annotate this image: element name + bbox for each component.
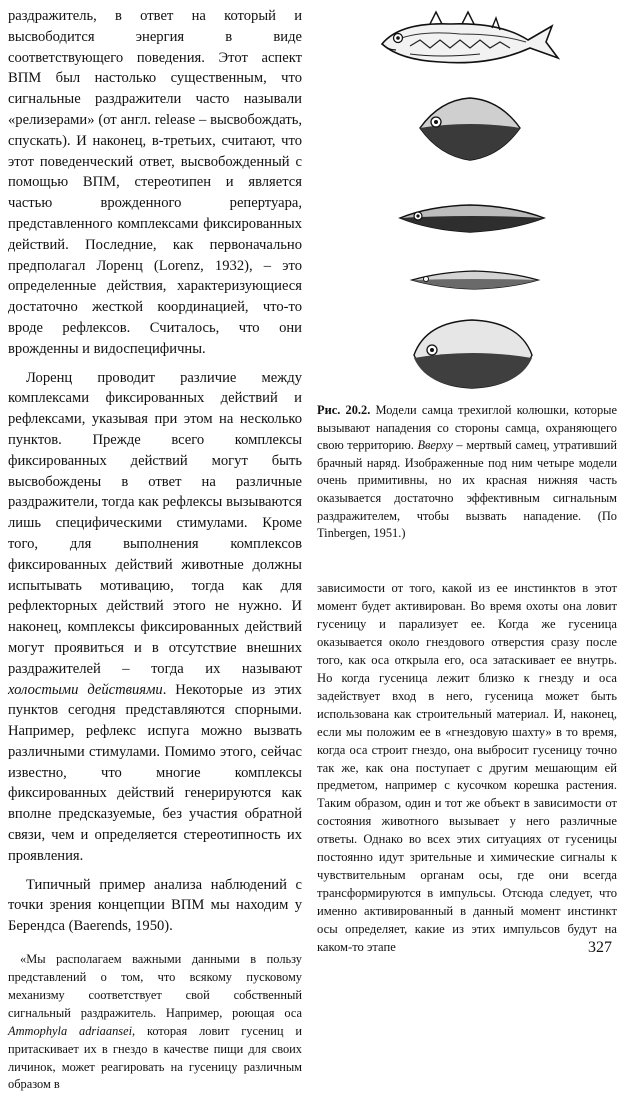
species-name: Ammophyla adriaansei, <box>8 1023 136 1038</box>
model-2-elongated <box>400 205 544 232</box>
dead-stickleback-fish-illustration <box>382 12 558 63</box>
model-1-diamond <box>420 98 520 160</box>
right-column <box>317 580 617 957</box>
model-3-thin <box>412 271 538 289</box>
figure-stickleback-models <box>370 0 570 395</box>
left-column <box>8 6 302 1094</box>
paragraph-1: раздражитель, в ответ на который и высвободится энергия в виде соответствующего поведения. Этот аспект ВПМ был настолько существенным, что сигнальные раздражители часто называли «релизерами» (от англ. release – высвобождать, спускать). И наконец, в-третьих, считают, что этот поведенческий ответ, высвобожденный с помощью ВПМ, стереотипен и является частью врожденного репертуара, представленного комплексами фиксированных действий. Последние, как первоначально предполагал Лоренц (Lorenz, 1932), – это определенные действия, характеризующиеся достаточно жесткой координацией, что-то вроде рефлексов. Считалось, что они врожденны и видоспецифичны. <box>8 8 302 357</box>
right-column-paragraph: зависимости от того, какой из ее инстинктов в этот момент будет активирован. Во время охоты она ловит гусеницу и парализует ее. Когда же гусеница оказывается около гнездового отверстия сразу после того, как оса открыла его, оса затаскивает ее внутрь. Но когда гусеница лежит близко к гнезду и оса задействует вход в него, гусеница может быть использована как строительный материал. И, наконец, если мы положим ее в «гнездовую шахту» в то время, когда оса строит гнездо, она выбросит гусеницу точно так же, как она поступает с другим мешающим ей предметом, например с кусочком корешка растения. Таким образом, один и тот же объект в зависимости от состояния животного вызывает у него различные ответы. Однако во всех этих ситуациях от гусеницы постоянно идут зрительные и химические сигналы к чувствительным органам осы, где они всегда трансформируются в импульсы. Отсюда следует, что именно активированный в данный момент инстинкт осы определяет, какие из этих импульсов будут на каком-то этапе <box>317 581 617 955</box>
model-4-oval <box>414 320 532 388</box>
page-number: 327 <box>588 939 612 956</box>
figure-caption: Рис. 20.2. Модели самца трехиглой колюшки, которые вызывают нападения со стороны самца, охраняющего свою территорию. Вверху – мертвый самец, утративший брачный наряд. Изображенные под ним четыре модели очень примитивны, но их красная нижняя часть оказывается достаточно эффективным сигнальным раздражителем, чтобы вызвать нападение. (По Tinbergen, 1951.) <box>317 403 618 541</box>
paragraph-3: Типичный пример анализа наблюдений с точки зрения концепции ВПМ мы находим у Берендса (Baerends, 1950). <box>8 876 302 935</box>
paragraph-2: Лоренц проводит различие между комплексами фиксированных действий и рефлексами, указывая при этом на несколько пунктов. Прежде всего комплексы фиксированных действий могут быть высвобождены в ответ на различные раздражители, тогда как рефлексы вызываются лишь специфическими стимулами. Кроме того, для выполнения комплексов фиксированных действий животные должны испытывать мотивацию, тогда как для рефлекторных действий этого не нужно. И наконец, комплексы фиксированных действий могут проявиться и в отсутствие внешних раздражителей – тогда их называют холостыми действиями. Некоторые из этих пунктов сегодня представляются спорными. Например, рефлекс испуга можно вызвать различными стимулами. Помимо этого, сейчас известно, что многие комплексы фиксированных действий генерируются как вполне предсказуемые, без участия обратной связи, чем и определяется стереотипность их проявления. <box>8 369 302 864</box>
quote-paragraph: «Мы располагаем важными данными в пользу представлений о том, что всякому пусковому механизму соответствует свой собственный сигнальный раздражитель. Например, роющая оса Ammophyla adriaansei, которая ловит гусениц и притаскивает их в гнездо в качестве пищи для своих личинок, может реагировать на гусеницу различным образом в <box>8 952 302 1092</box>
figure-label: Рис. 20.2. <box>317 403 371 417</box>
emphasis-idle-actions: холостыми действиями <box>8 681 163 698</box>
